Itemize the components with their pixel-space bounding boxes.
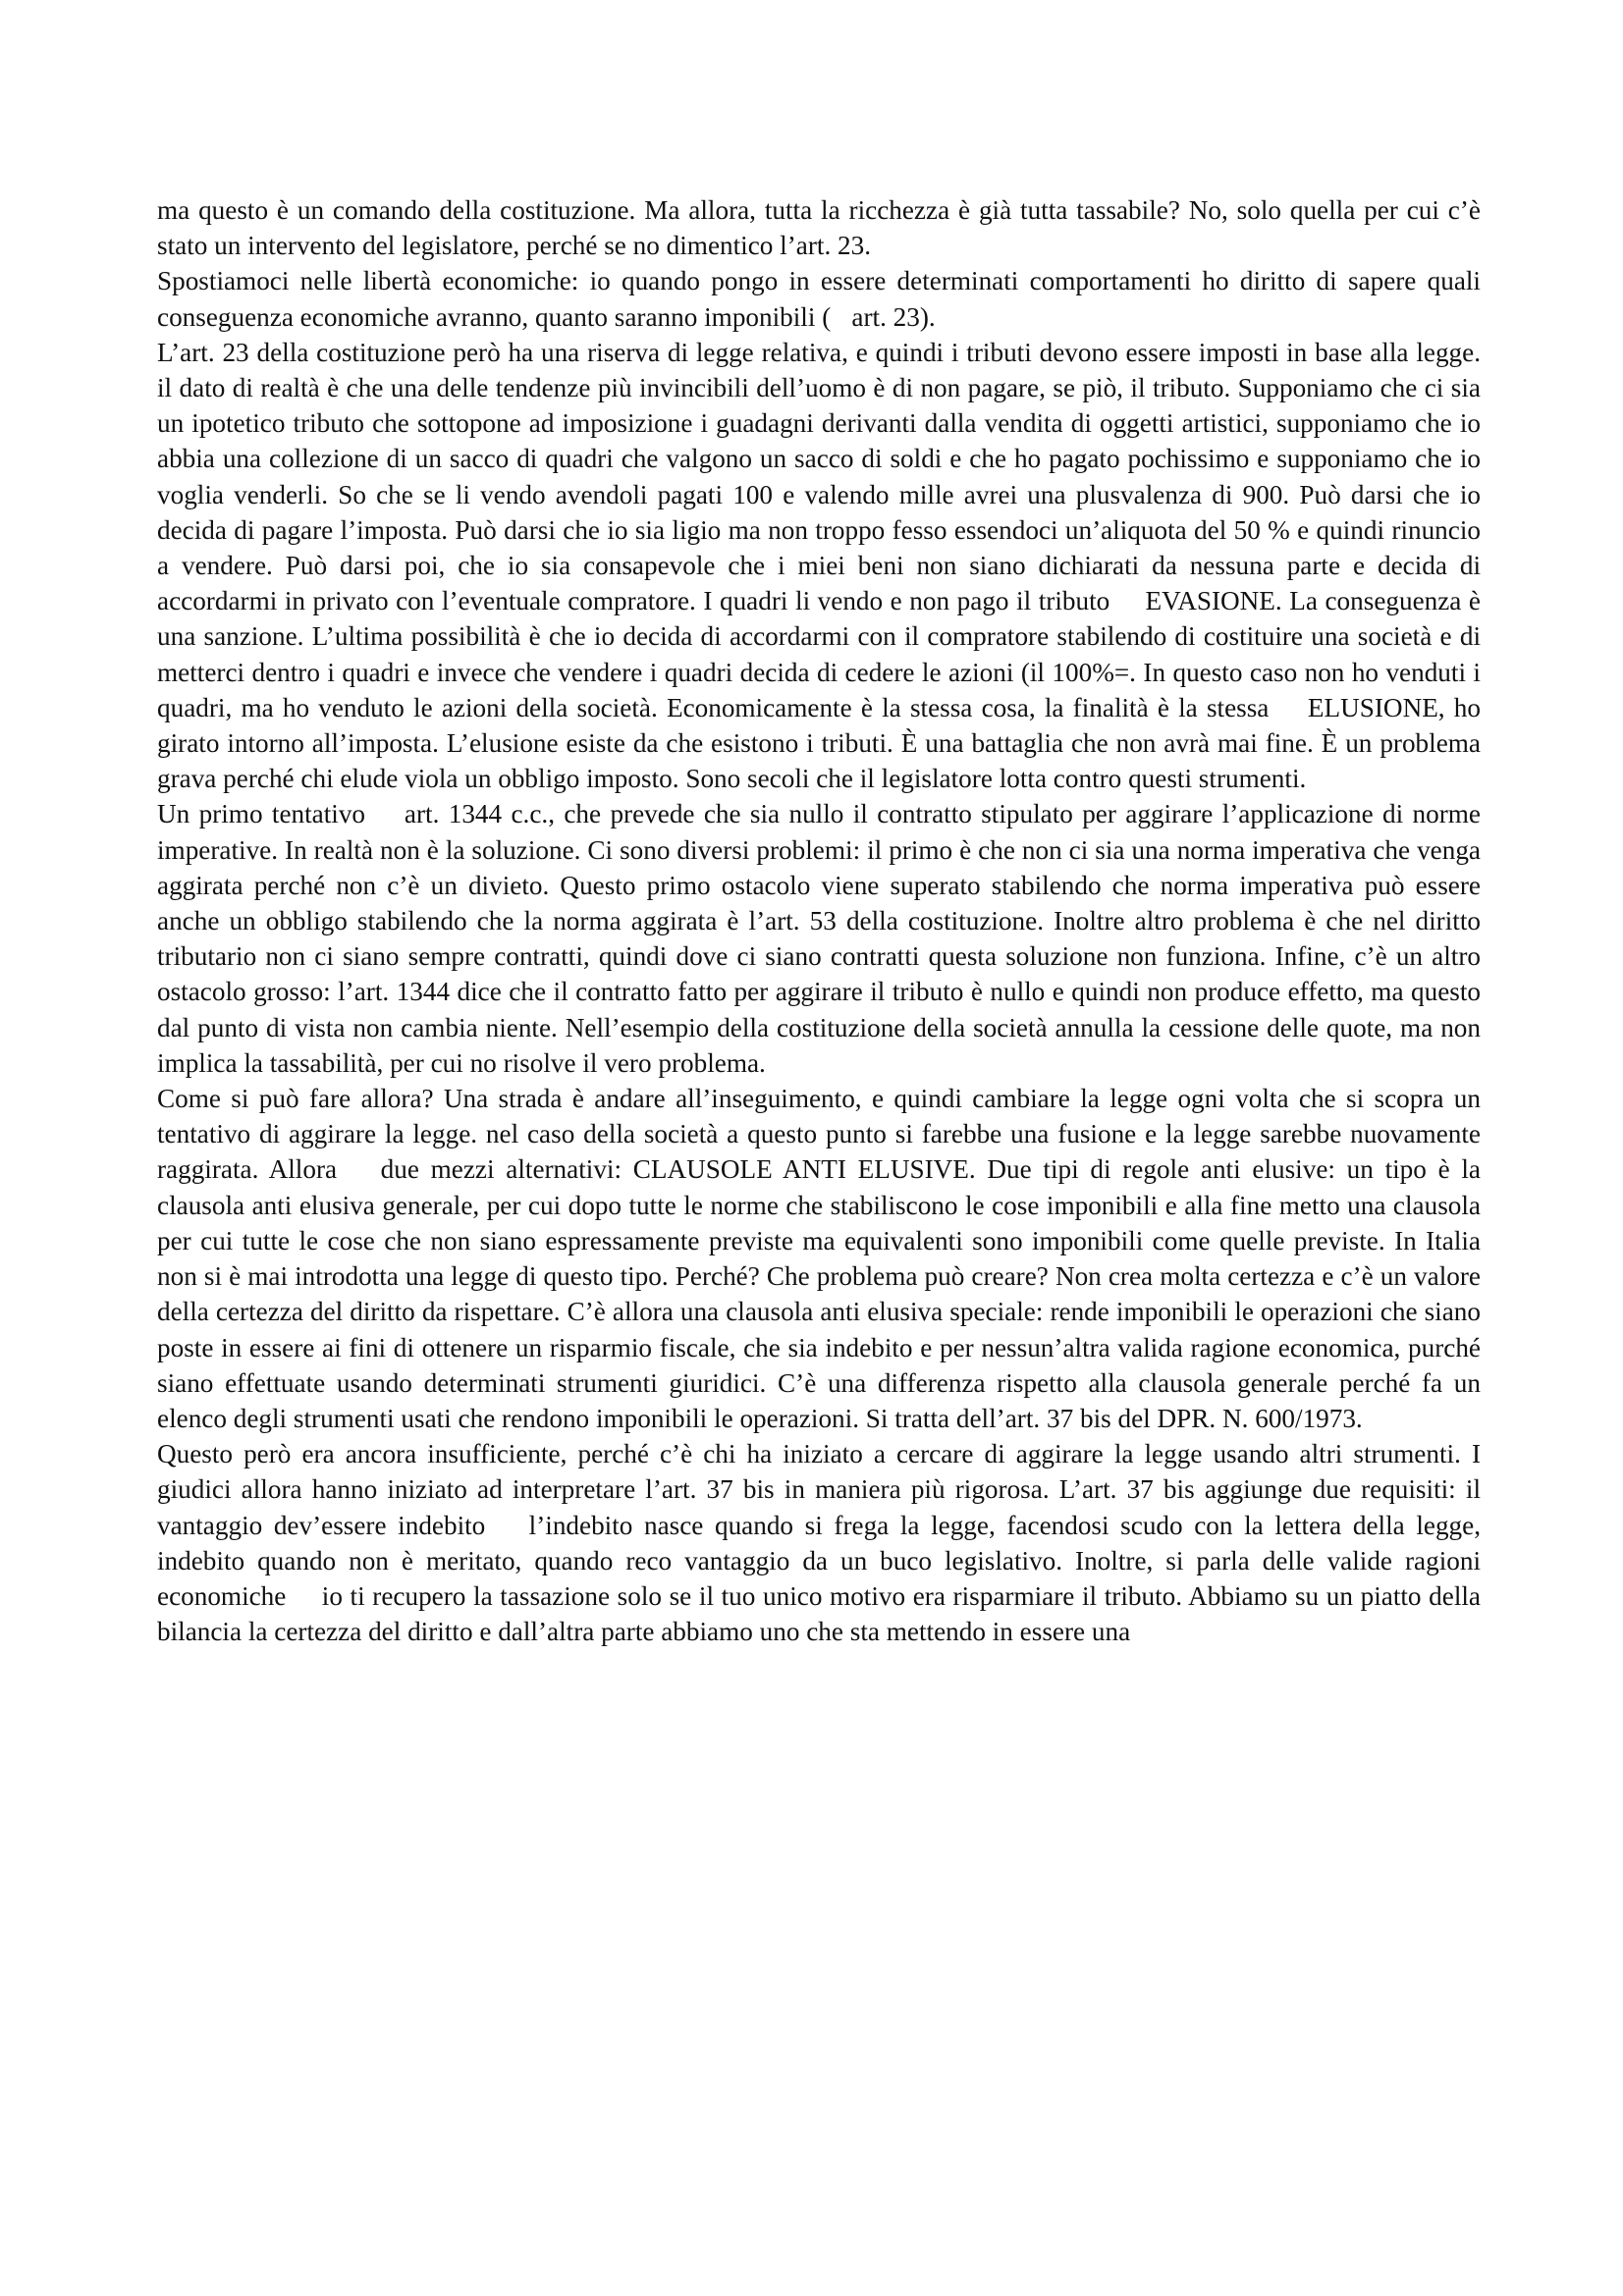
paragraph-6: Questo però era ancora insufficiente, perché c’è chi ha iniziato a cercare di aggirare la legge usando altri strumenti. I giudici allora hanno iniziato ad interpretare l’art. 37 bis in maniera più rigorosa. L’art. 37 bis aggiunge due requisiti: il vantaggio dev’essere indebito l’indebito nasce quando si frega la legge, facendosi scudo con la lettera della legge, indebito quando non è meritato, quando reco vantaggio da un buco legislativo. Inoltre, si parla delle valide ragioni economiche io ti recupero la tassazione solo se il tuo unico motivo era risparmiare il tributo. Abbiamo su un piatto della bilancia la certezza del diritto e dall’altra parte abbiamo uno che sta mettendo in essere una xyxy=(157,1439,1481,1647)
paragraph-4: Un primo tentativo art. 1344 c.c., che prevede che sia nullo il contratto stipulato per aggirare l’applicazione di norme imperative. In realtà non è la soluzione. Ci sono diversi problemi: il primo è che non ci sia una norma imperativa che venga aggirata perché non c’è un divieto. Questo primo ostacolo viene superato stabilendo che norma imperativa può essere anche un obbligo stabilendo che la norma aggirata è l’art. 53 della costituzione. Inoltre altro problema è che nel diritto tributario non ci siano sempre contratti, quindi dove ci siano contratti questa soluzione non funziona. Infine, c’è un altro ostacolo grosso: l’art. 1344 dice che il contratto fatto per aggirare il tributo è nullo e quindi non produce effetto, ma questo dal punto di vista non cambia niente. Nell’esempio della costituzione della società annulla la cessione delle quote, ma non implica la tassabilità, per cui no risolve il vero problema. xyxy=(157,799,1481,1078)
paragraph-3: L’art. 23 della costituzione però ha una riserva di legge relativa, e quindi i tributi devono essere imposti in base alla legge. il dato di realtà è che una delle tendenze più invincibili dell’uomo è di non pagare, se piò, il tributo. Supponiamo che ci sia un ipotetico tributo che sottopone ad imposizione i guadagni derivanti dalla vendita di oggetti artistici, supponiamo che io abbia una collezione di un sacco di quadri che valgono un sacco di soldi e che ho pagato pochissimo e supponiamo che io voglia venderli. So che se li vendo avendoli pagati 100 e valendo mille avrei una plusvalenza di 900. Può darsi che io decida di pagare l’imposta. Può darsi che io sia ligio ma non troppo fesso essendoci un’aliquota del 50 % e quindi rinuncio a vendere. Può darsi poi, che io sia consapevole che i miei beni non siano dichiarati da nessuna parte e decida di accordarmi in privato con l’eventuale compratore. I quadri li vendo e non pago il tributo EVASIONE. La conseguenza è una sanzione. L’ultima possibilità è che io decida di accordarmi con il compratore stabilendo di costituire una società e di metterci dentro i quadri e invece che vendere i quadri decida di cedere le azioni (il 100%=. In questo caso non ho venduti i quadri, ma ho venduto le azioni della società. Economicamente è la stessa cosa, la finalità è la stessa ELUSIONE, ho girato intorno all’imposta. L’elusione esiste da che esistono i tributi. È una battaglia che non avrà mai fine. È un problema grava perché chi elude viola un obbligo imposto. Sono secoli che il legislatore lotta contro questi strumenti. xyxy=(157,337,1481,794)
paragraph-2: Spostiamoci nelle libertà economiche: io quando pongo in essere determinati comportamenti ho diritto di sapere quali conseguenza economiche avranno, quanto saranno imponibili ( art. 23). xyxy=(157,266,1481,332)
paragraph-5: Come si può fare allora? Una strada è andare all’inseguimento, e quindi cambiare la legge ogni volta che si scopra un tentativo di aggirare la legge. nel caso della società a questo punto si farebbe una fusione e la legge sarebbe nuovamente raggirata. Allora due mezzi alternativi: CLAUSOLE ANTI ELUSIVE. Due tipi di regole anti elusive: un tipo è la clausola anti elusiva generale, per cui dopo tutte le norme che stabiliscono le cose imponibili e alla fine metto una clausola per cui tutte le cose che non siano espressamente previste ma equivalenti sono imponibili come quelle previste. In Italia non si è mai introdotta una legge di questo tipo. Perché? Che problema può creare? Non crea molta certezza e c’è un valore della certezza del diritto da rispettare. C’è allora una clausola anti elusiva speciale: rende imponibili le operazioni che siano poste in essere ai fini di ottenere un risparmio fiscale, che sia indebito e per nessun’altra valida ragione economica, purché siano effettuate usando determinati strumenti giuridici. C’è una differenza rispetto alla clausola generale perché fa un elenco degli strumenti usati che rendono imponibili le operazioni. Si tratta dell’art. 37 bis del DPR. N. 600/1973. xyxy=(157,1084,1481,1433)
document-body xyxy=(157,192,1481,1649)
paragraph-1: ma questo è un comando della costituzione. Ma allora, tutta la ricchezza è già tutta tassabile? No, solo quella per cui c’è stato un intervento del legislatore, perché se no dimentico l’art. 23. xyxy=(157,195,1481,261)
